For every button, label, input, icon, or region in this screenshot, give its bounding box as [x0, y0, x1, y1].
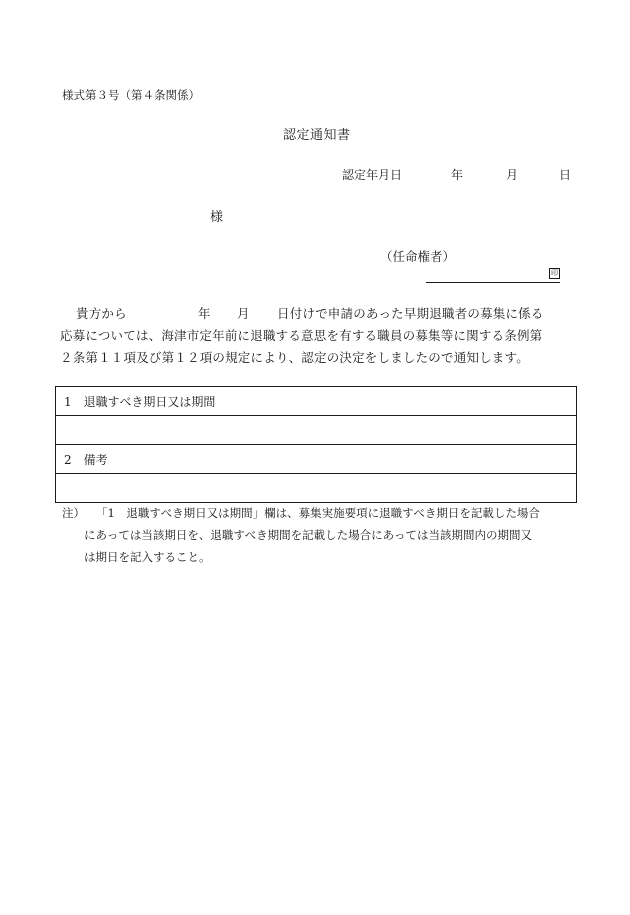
table-row — [56, 387, 577, 416]
table-row — [56, 445, 577, 474]
body-line-1-rest: 日付けで申請のあった早期退職者の募集に係る — [277, 306, 544, 321]
note-line-1: 「1 退職すべき期日又は期間」欄は、募集実施要項に退職すべき期日を記載した場合 — [96, 506, 540, 520]
body-line-2: 応募については、海津市定年前に退職する意思を有する職員の募集等に関する条例第 — [60, 328, 543, 343]
table-row — [56, 474, 577, 503]
certification-date-label: 認定年月日 — [342, 168, 403, 182]
document-title: 認定通知書 — [283, 128, 351, 143]
retirement-date-heading: 1 退職すべき期日又は期間 — [56, 387, 577, 416]
body-line-3: ２条第１１項及び第１２項の規定により、認定の決定をしましたので通知します。 — [60, 350, 529, 365]
seal-mark-icon: 印 — [551, 269, 558, 277]
note-line-2: にあっては当該期日を、退職すべき期間を記載した場合にあっては当該期間内の期間又 — [84, 528, 533, 542]
remarks-heading: 2 備考 — [56, 445, 577, 474]
date-month-label: 月 — [506, 168, 519, 182]
date-year-label: 年 — [451, 168, 464, 182]
details-table — [55, 386, 577, 503]
signature-line — [426, 282, 560, 283]
body-line-1-year: 年 — [198, 306, 211, 321]
note-line-3: は期日を記入すること。 — [84, 550, 211, 564]
body-line-1-month: 月 — [237, 306, 250, 321]
body-line-1 — [60, 304, 580, 320]
remarks-entry-cell[interactable] — [56, 474, 577, 503]
table-row — [56, 416, 577, 445]
addressee-honorific: 様 — [210, 210, 224, 225]
body-line-1-start: 貴方から — [76, 306, 127, 321]
appointer-label: （任命権者） — [380, 249, 456, 264]
date-day-label: 日 — [559, 168, 572, 182]
retirement-date-entry-cell[interactable] — [56, 416, 577, 445]
note-label: 注） — [62, 506, 85, 520]
form-number: 様式第３号（第４条関係） — [62, 88, 200, 102]
